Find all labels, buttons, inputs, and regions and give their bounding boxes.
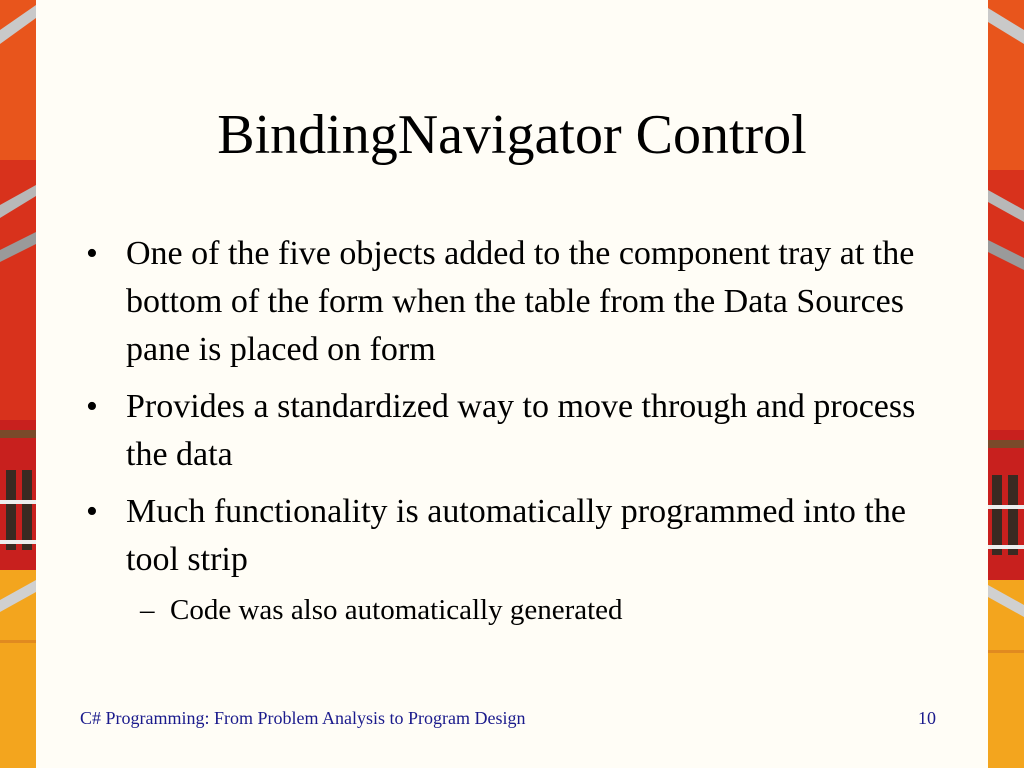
- sub-bullet-text: Code was also automatically generated: [170, 594, 623, 626]
- sub-bullet-marker: –: [140, 594, 155, 626]
- footer-course-title: C# Programming: From Problem Analysis to Program Design: [80, 708, 526, 728]
- bullet-item: [82, 383, 942, 479]
- bullet-text: Provides a standardized way to move through and process the data: [126, 388, 916, 473]
- bullet-marker: •: [86, 235, 98, 272]
- bullet-list: [82, 230, 942, 630]
- bullet-text: Much functionality is automatically programmed into the tool strip: [126, 493, 906, 578]
- bullet-text: One of the five objects added to the component tray at the bottom of the form when the table from the Data Sources pane is placed on form: [126, 235, 915, 368]
- bullet-marker: •: [86, 493, 98, 530]
- slide-number: 10: [918, 708, 936, 728]
- bullet-item: [82, 488, 942, 584]
- bullet-item: [82, 230, 942, 374]
- sub-bullet-item: [82, 590, 942, 630]
- slide-title: BindingNavigator Control: [217, 104, 807, 166]
- bullet-marker: •: [86, 388, 98, 425]
